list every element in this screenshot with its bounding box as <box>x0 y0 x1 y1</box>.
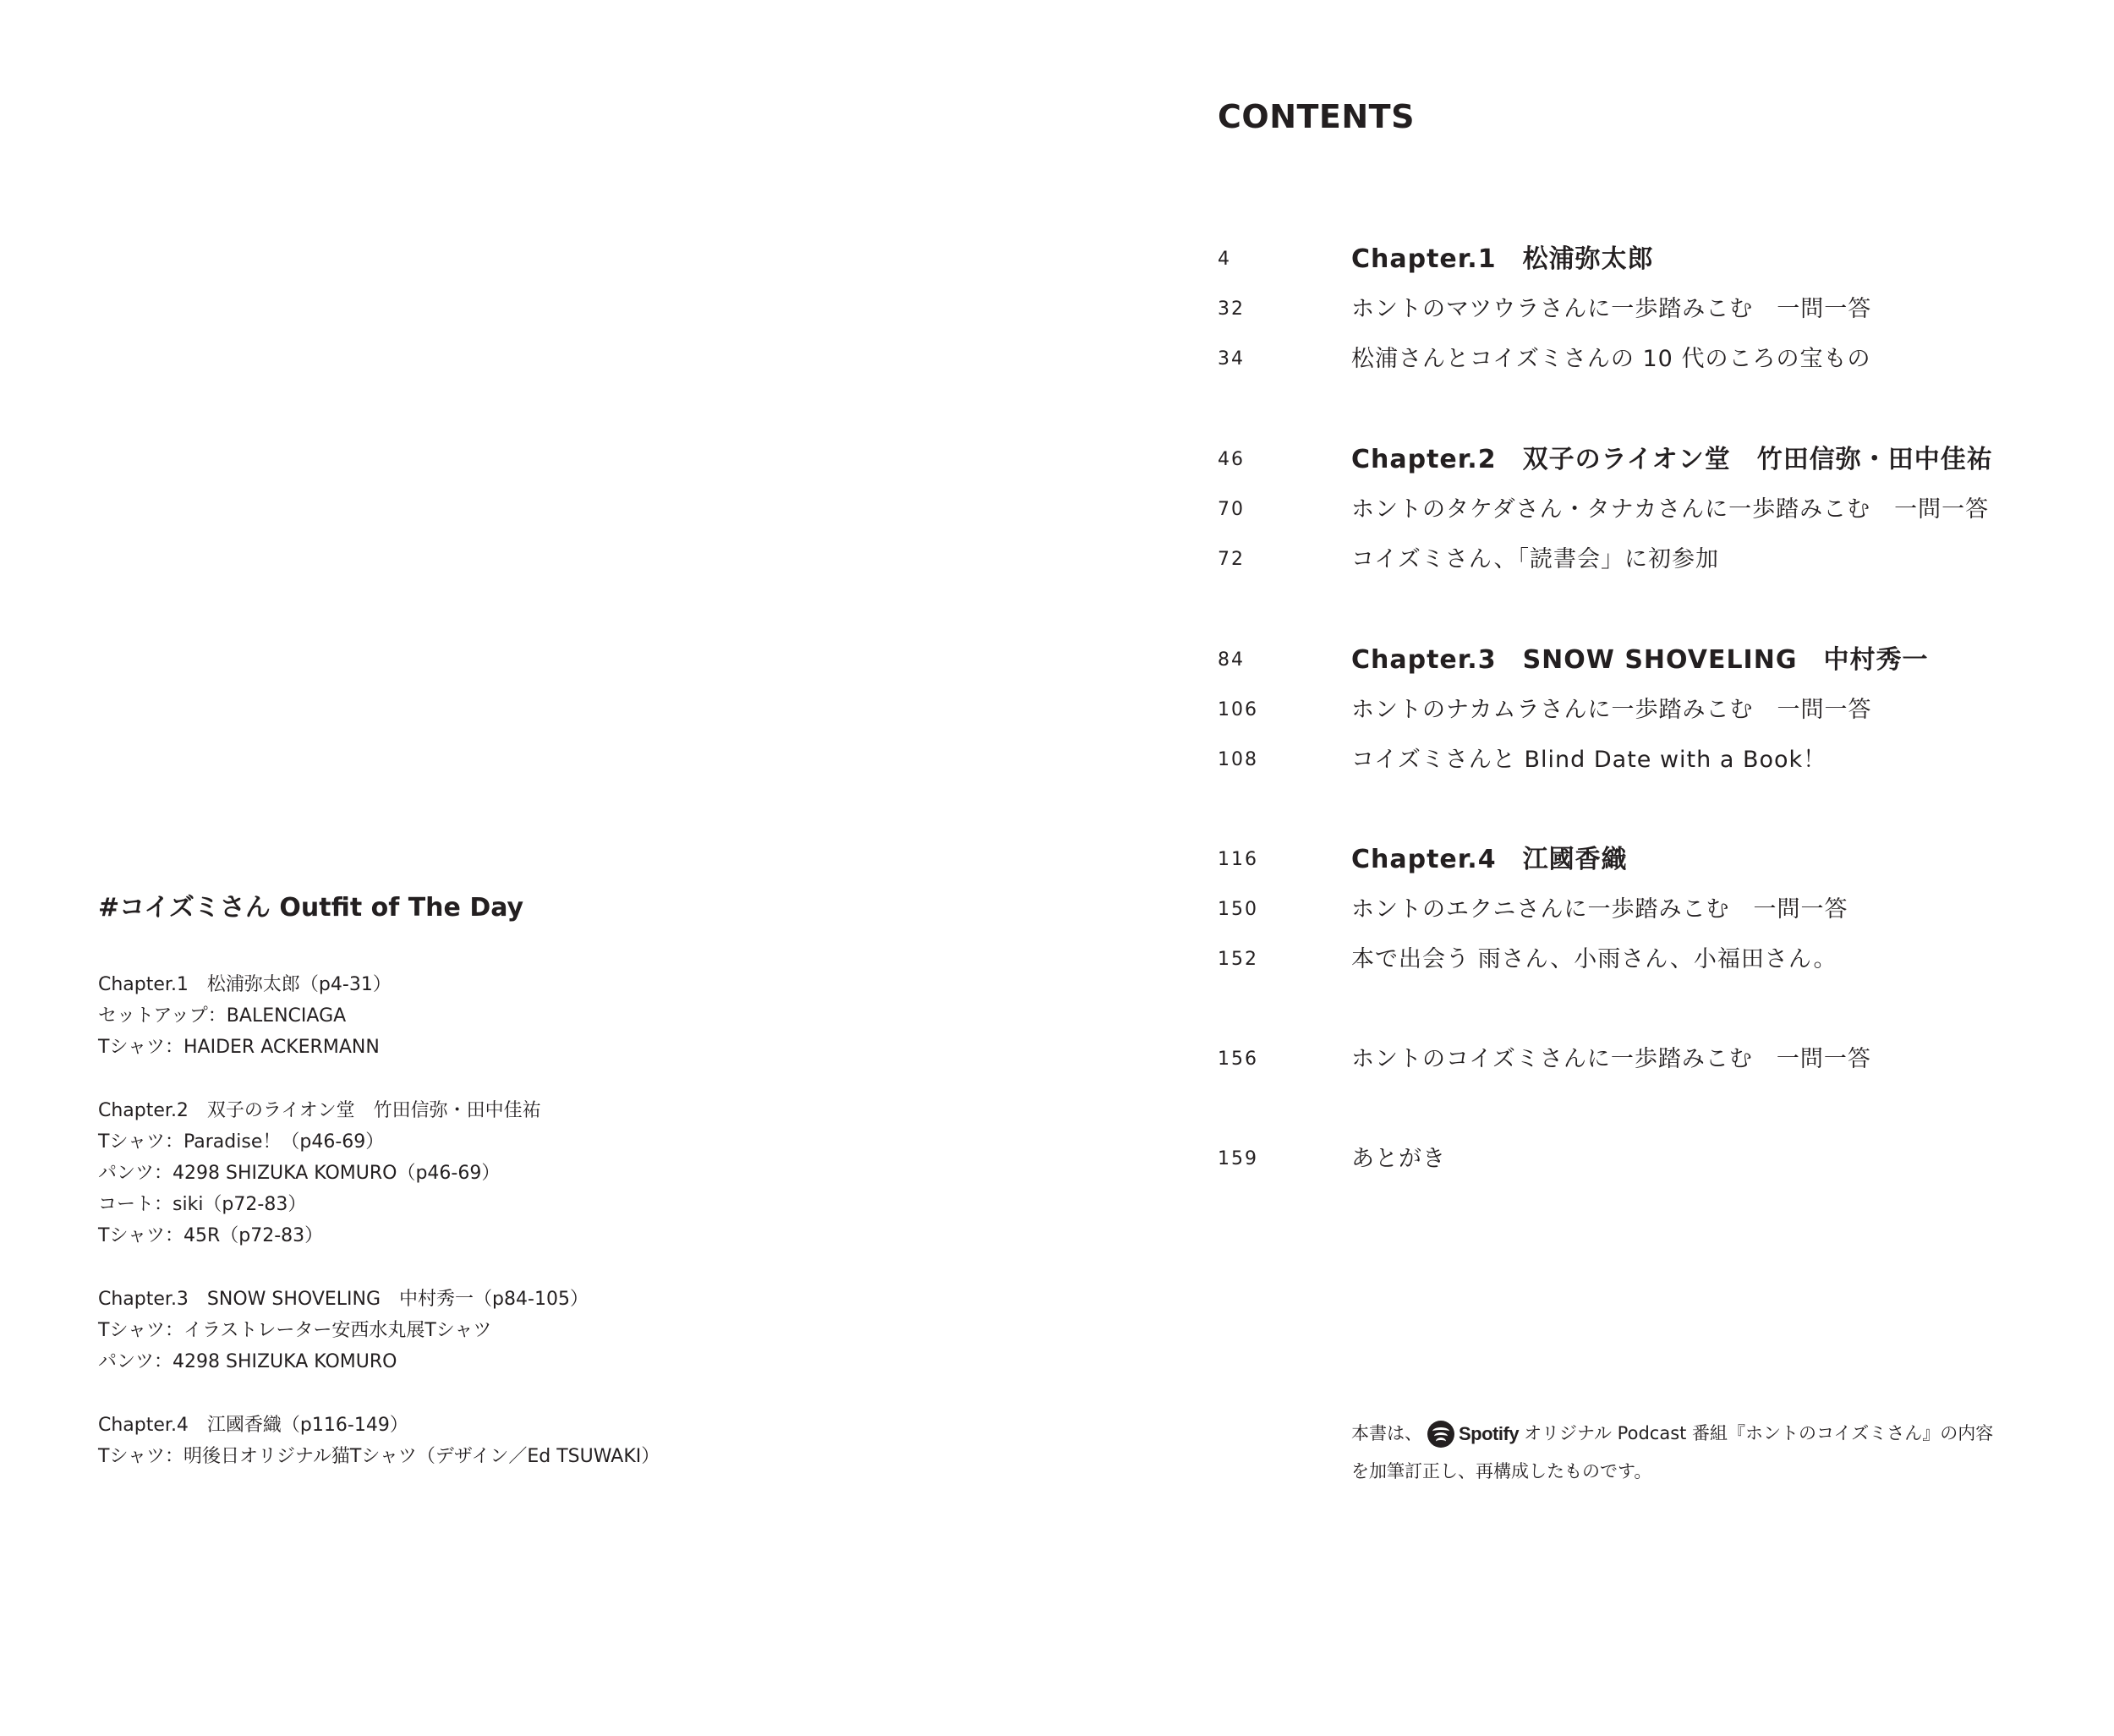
toc-entry-title: ホントのタケダさん・タナカさんに一歩踏みこむ 一問一答 <box>1351 496 1990 523</box>
outfit-group <box>98 1284 944 1377</box>
toc-entry-title: コイズミさんと Blind Date with a Book！ <box>1351 747 1827 773</box>
toc-entry-title: 松浦さんとコイズミさんの 10 代のころの宝もの <box>1351 346 1871 372</box>
toc-entry <box>1218 539 2072 581</box>
toc-entry <box>1218 489 2072 531</box>
toc-page-number: 159 <box>1218 1148 1258 1169</box>
toc-chapter-heading: Chapter.2 双子のライオン堂 竹田信弥・田中佳祐 <box>1351 445 1993 474</box>
publication-note <box>1351 1415 2045 1490</box>
toc-entry <box>1218 238 2072 281</box>
toc-entry-title: ホントのマツウラさんに一歩踏みこむ 一問一答 <box>1351 296 1872 322</box>
toc-entry <box>1218 639 2072 682</box>
toc-entry-title: コイズミさん、「読書会」に初参加 <box>1351 546 1720 572</box>
contents-title: CONTENTS <box>1218 98 1415 135</box>
spotify-wordmark: Spotify <box>1459 1423 1520 1444</box>
toc-page-number: 34 <box>1218 348 1245 370</box>
outfit-line: Tシャツ：イラストレーター安西水丸展Tシャツ <box>98 1320 492 1341</box>
toc-page-number: 108 <box>1218 749 1258 770</box>
outfit-group <box>98 1410 944 1472</box>
outfit-line: Tシャツ：明後日オリジナル猫Tシャツ（デザイン／Ed TSUWAKI） <box>98 1446 660 1467</box>
outfit-line: Tシャツ：HAIDER ACKERMANN <box>98 1037 380 1058</box>
note-text-before-logo: 本書は、 <box>1351 1423 1422 1443</box>
outfit-line: パンツ：4298 SHIZUKA KOMURO（p46-69） <box>98 1163 501 1184</box>
outfit-line: Chapter.1 松浦弥太郎（p4-31） <box>98 974 392 995</box>
outfit-line: セットアップ：BALENCIAGA <box>98 1005 347 1027</box>
outfit-credits <box>98 890 944 1504</box>
note-text-after-logo: オリジナル Podcast 番組『ホントのコイズミさん』の内容 <box>1524 1423 1994 1443</box>
toc-page-number: 116 <box>1218 849 1258 870</box>
right-page <box>1057 0 2114 1736</box>
outfit-line: パンツ：4298 SHIZUKA KOMURO <box>98 1351 397 1372</box>
toc-page-number: 106 <box>1218 699 1258 720</box>
toc-page-number: 72 <box>1218 549 1245 570</box>
outfit-line: Chapter.2 双子のライオン堂 竹田信弥・田中佳祐 <box>98 1100 541 1121</box>
toc-entry <box>1218 338 2072 381</box>
outfit-line: Tシャツ：Paradise！（p46-69） <box>98 1131 385 1153</box>
toc-entry-title: ホントのエクニさんに一歩踏みこむ 一問一答 <box>1351 896 1848 923</box>
toc-entry <box>1218 839 2072 881</box>
toc-chapter-heading: Chapter.4 江國香織 <box>1351 845 1628 874</box>
spotify-logo <box>1427 1416 1519 1453</box>
outfit-line: Chapter.4 江國香織（p116-149） <box>98 1415 408 1436</box>
toc-entry-title: 本で出会う 雨さん、小雨さん、小福田さん。 <box>1351 946 1837 972</box>
toc-entry <box>1218 1138 2072 1180</box>
note-line-2: を加筆訂正し、再構成したものです。 <box>1351 1461 1652 1481</box>
outfit-line: Tシャツ：45R（p72-83） <box>98 1225 324 1246</box>
outfit-groups <box>98 969 944 1472</box>
toc-page-number: 156 <box>1218 1049 1258 1070</box>
toc-entry <box>1218 288 2072 331</box>
outfit-line: コート：siki（p72-83） <box>98 1194 307 1215</box>
outfit-group <box>98 969 944 1063</box>
toc-page-number: 150 <box>1218 899 1258 920</box>
toc-entry <box>1218 689 2072 731</box>
toc-entry <box>1218 939 2072 981</box>
toc-entry <box>1218 739 2072 781</box>
toc-entry-title: あとがき <box>1351 1146 1446 1172</box>
toc-page-number: 46 <box>1218 449 1245 470</box>
toc-entry-title: ホントのコイズミさんに一歩踏みこむ 一問一答 <box>1351 1046 1871 1072</box>
toc-page-number: 84 <box>1218 649 1245 671</box>
spotify-icon <box>1427 1421 1454 1448</box>
note-line-1 <box>1351 1415 2045 1453</box>
toc-page-number: 32 <box>1218 298 1245 320</box>
toc-page-number: 70 <box>1218 499 1245 520</box>
toc-entry <box>1218 889 2072 931</box>
outfit-line: Chapter.3 SNOW SHOVELING 中村秀一（p84-105） <box>98 1289 589 1310</box>
toc-page-number: 4 <box>1218 249 1231 270</box>
toc-entry <box>1218 439 2072 481</box>
outfit-title: #コイズミさん Outfit of The Day <box>98 893 524 923</box>
toc-entry <box>1218 1038 2072 1081</box>
toc-page-number: 152 <box>1218 949 1258 970</box>
outfit-group <box>98 1095 944 1251</box>
toc-chapter-heading: Chapter.1 松浦弥太郎 <box>1351 244 1654 274</box>
toc-entry-title: ホントのナカムラさんに一歩踏みこむ 一問一答 <box>1351 697 1872 723</box>
toc-chapter-heading: Chapter.3 SNOW SHOVELING 中村秀一 <box>1351 645 1929 675</box>
